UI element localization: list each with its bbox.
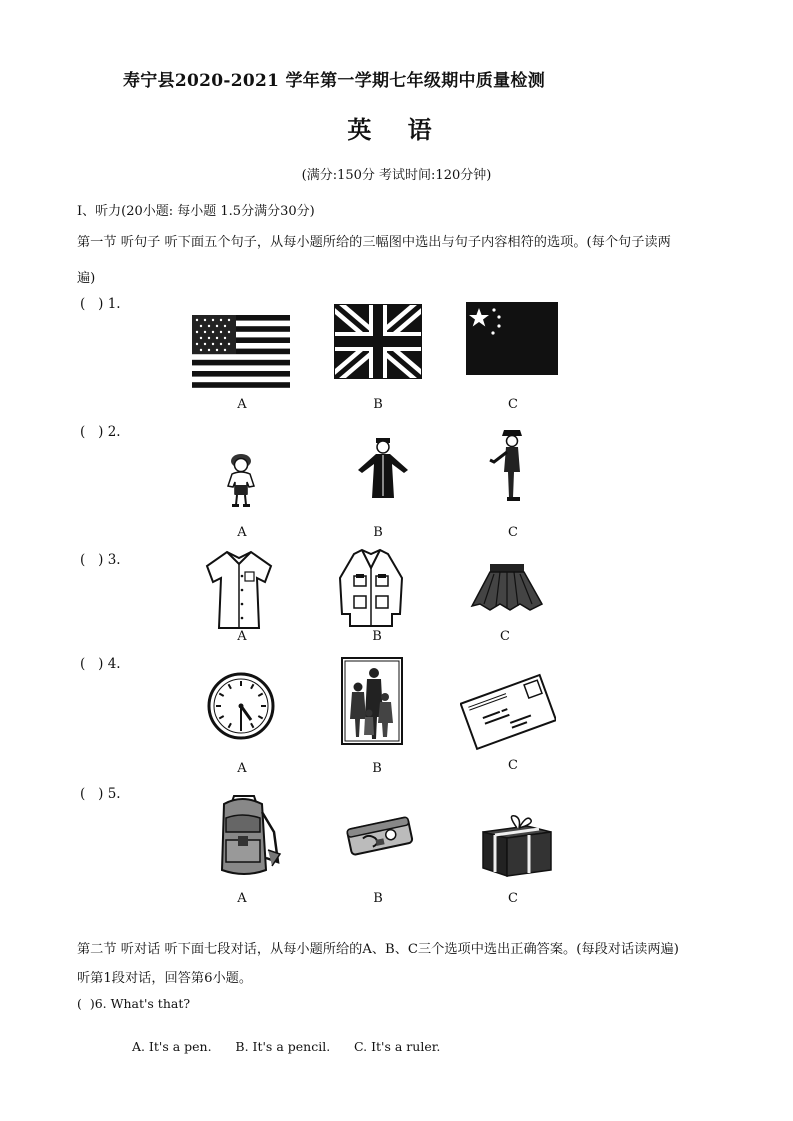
q3-option-b-label: B [372,629,382,644]
skirt-icon [470,562,544,614]
q5-option-c-label: C [508,891,518,906]
q5-option-a-label: A [237,891,247,906]
question-6-stem: ( )6. What's that? [77,996,191,1011]
part1-instruction-line2: 遍) [77,271,96,286]
q1-option-b-label: B [373,397,383,412]
gift-box-icon [477,810,557,882]
q4-option-c-label: C [508,758,518,773]
q3-option-c-label: C [500,629,510,644]
q1-option-c-label: C [508,397,518,412]
q1-option-a-label: A [237,397,247,412]
clock-icon [207,668,275,744]
q4-option-a-label: A [237,761,247,776]
q4-option-b-label: B [372,761,382,776]
q3-option-a-label: A [237,629,247,644]
jacket-icon [336,548,406,628]
shirt-icon [203,548,275,632]
subject-title: 英 语 [347,115,446,144]
q6-option-a: A. It's a pen. [131,1039,212,1054]
backpack-icon [212,792,282,878]
usa-flag-icon [192,315,290,388]
score-time-line: (满分:150分 考试时间:120分钟) [301,168,492,183]
family-photo-icon [341,657,403,745]
part2-instruction-line1: 第二节 听对话 听下面七段对话，从每小题所给的A、B、C三个选项中选出正确答案。(每段对话读两遍) [77,942,679,957]
exam-title: 寿宁县2020-2021 学年第一学期七年级期中质量检测 [123,71,546,91]
q2-option-a-label: A [237,525,247,540]
part2-instruction-line2: 听第1段对话，回答第6小题。 [77,971,253,986]
uk-flag-icon [334,304,422,379]
question-6-options [124,1024,440,1054]
q6-option-c: C. It's a ruler. [354,1039,441,1054]
listening-section-title: I、听力(20小题: 每小题 1.5分满分30分) [77,204,315,219]
china-flag-icon [466,302,558,375]
question-number-5: ( ) 5. [80,786,121,802]
question-number-4: ( ) 4. [80,656,121,672]
part1-instruction-line1: 第一节 听句子 听下面五个句子，从每小题所给的三幅图中选出与句子内容相符的选项。(每个句子读两 [77,235,671,250]
q5-option-b-label: B [373,891,383,906]
policeman-figure-icon [486,428,530,504]
girl-figure-icon [220,452,262,510]
question-number-2: ( ) 2. [80,424,121,440]
q2-option-b-label: B [373,525,383,540]
question-number-1: ( ) 1. [80,296,121,312]
q2-option-c-label: C [508,525,518,540]
pencil-box-icon [345,813,415,861]
q6-option-b: B. It's a pencil. [235,1039,331,1054]
man-figure-icon [352,436,414,506]
postcard-icon [460,670,556,752]
question-number-3: ( ) 3. [80,552,121,568]
